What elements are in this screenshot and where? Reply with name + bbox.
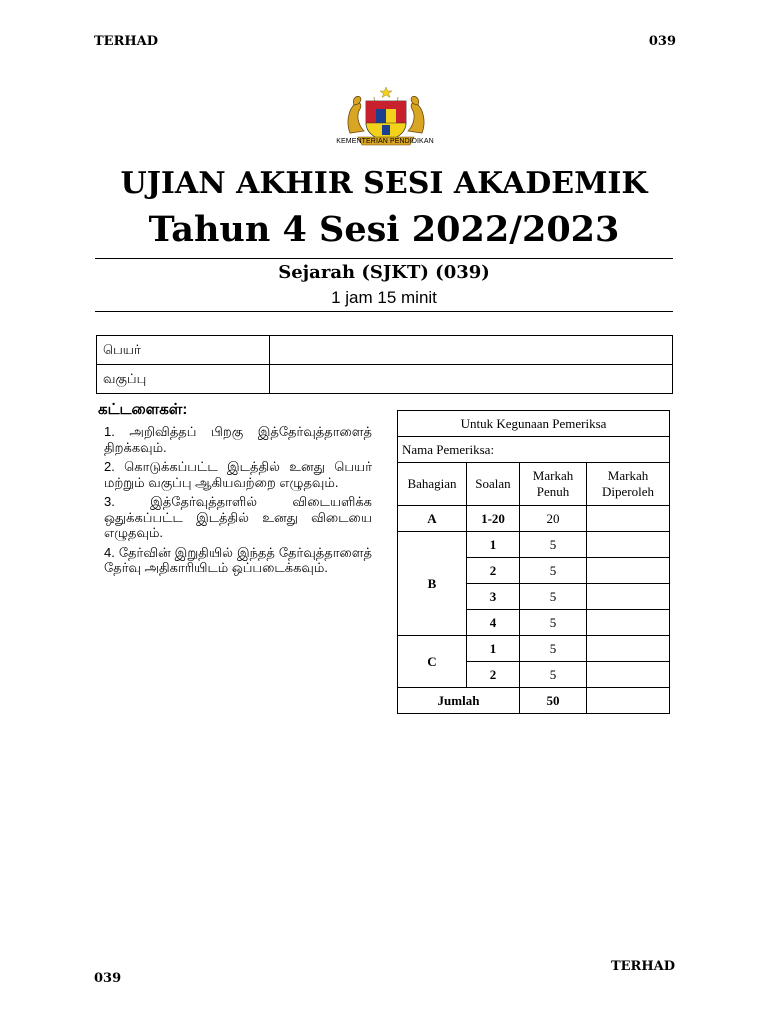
marks-obtained[interactable] — [587, 506, 670, 532]
examiner-name-label[interactable]: Nama Pemeriksa: — [398, 437, 670, 463]
marks-obtained[interactable] — [587, 584, 670, 610]
table-row — [398, 506, 670, 532]
marks-obtained[interactable] — [587, 662, 670, 688]
column-header: Soalan — [467, 463, 520, 506]
full-marks: 5 — [520, 610, 587, 636]
header-paper-code: 039 — [648, 34, 676, 49]
subject-title: Sejarah (SJKT) (039) — [278, 262, 490, 283]
student-class-field[interactable] — [270, 365, 673, 394]
marks-obtained[interactable] — [587, 610, 670, 636]
table-row — [398, 636, 670, 662]
student-name-row — [97, 336, 673, 365]
student-info-table — [96, 335, 673, 394]
question-number: 1-20 — [467, 506, 520, 532]
column-header: Bahagian — [398, 463, 467, 506]
marks-obtained[interactable] — [587, 558, 670, 584]
instruction-item: 1. அறிவித்தப் பிறகு இத்தேர்வுத்தாளைத் திறக்கவும். — [104, 424, 372, 455]
crest-caption: KEMENTERIAN PENDIDIKAN — [336, 138, 434, 145]
instructions-list — [104, 424, 372, 580]
instructions-title: கட்டளைகள்: — [98, 401, 188, 418]
student-class-row — [97, 365, 673, 394]
question-number: 4 — [467, 610, 520, 636]
full-marks: 5 — [520, 636, 587, 662]
column-header: Markah Diperoleh — [587, 463, 670, 506]
question-number: 2 — [467, 558, 520, 584]
student-class-label: வகுப்பு — [97, 365, 270, 394]
full-marks: 5 — [520, 584, 587, 610]
question-number: 2 — [467, 662, 520, 688]
table-row — [398, 532, 670, 558]
instruction-item: 2. கொடுக்கப்பட்ட இடத்தில் உனது பெயர் மற்றும் வகுப்பு ஆகியவற்றை எழுதவும். — [104, 459, 372, 490]
examiner-table — [397, 410, 670, 714]
header-classification: TERHAD — [94, 34, 159, 49]
total-label: Jumlah — [398, 688, 520, 714]
footer-paper-code: 039 — [94, 971, 122, 986]
footer-classification: TERHAD — [610, 959, 675, 974]
subject-divider — [95, 311, 673, 312]
student-name-label: பெயர் — [97, 336, 270, 365]
examiner-table-title: Untuk Kegunaan Pemeriksa — [398, 411, 670, 437]
instruction-item: 3. இத்தேர்வுத்தாளில் விடையளிக்க ஒதுக்கப்பட்ட இடத்தில் உனது விடையை எழுதவும். — [104, 494, 372, 540]
title-divider — [95, 258, 673, 259]
total-full-marks: 50 — [520, 688, 587, 714]
examiner-name-row — [398, 437, 670, 463]
exam-title: UJIAN AKHIR SESI AKADEMIK — [120, 166, 648, 201]
examiner-table-title-row — [398, 411, 670, 437]
exam-year-session: Tahun 4 Sesi 2022/2023 — [148, 209, 620, 250]
full-marks: 20 — [520, 506, 587, 532]
full-marks: 5 — [520, 662, 587, 688]
examiner-table-header — [398, 463, 670, 506]
instruction-item: 4. தேர்வின் இறுதியில் இந்தத் தேர்வுத்தாளைத் தேர்வு அதிகாரியிடம் ஒப்படைக்கவும். — [104, 544, 372, 575]
marks-obtained[interactable] — [587, 636, 670, 662]
section-label: B — [398, 532, 467, 636]
question-number: 1 — [467, 636, 520, 662]
column-header: Markah Penuh — [520, 463, 587, 506]
section-label: A — [398, 506, 467, 532]
total-row — [398, 688, 670, 714]
section-label: C — [398, 636, 467, 688]
full-marks: 5 — [520, 532, 587, 558]
student-name-field[interactable] — [270, 336, 673, 365]
total-marks-obtained[interactable] — [587, 688, 670, 714]
exam-duration: 1 jam 15 minit — [331, 288, 437, 307]
question-number: 3 — [467, 584, 520, 610]
marks-obtained[interactable] — [587, 532, 670, 558]
question-number: 1 — [467, 532, 520, 558]
full-marks: 5 — [520, 558, 587, 584]
